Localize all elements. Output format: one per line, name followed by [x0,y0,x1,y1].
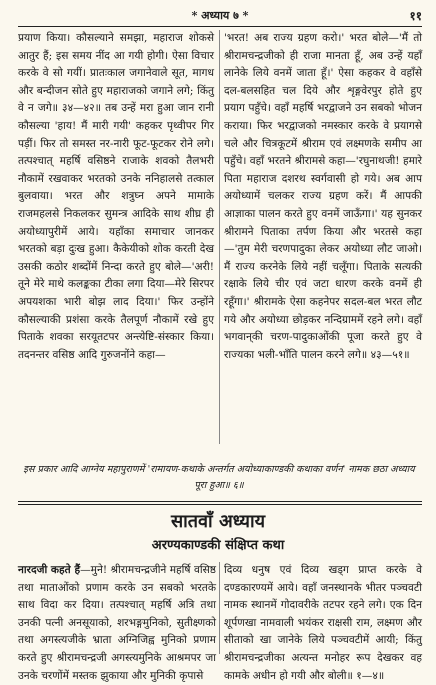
text-column-left-2 [18,562,216,685]
chapter-title: सातवाँ अध्याय [170,511,266,532]
page-header [18,6,422,28]
paragraph: 'भरत! अब राज्य ग्रहण करो।' भरत बोले—'मैं तो श्रीरामचन्द्रजीको ही राजा मानता हूँ, अब उन्हें यहाँ लानेके लिये वनमें जाता हूँ।' ऐसा कहकर वे वहाँसे दल-बलसहित चल दिये और शृङ्गवेरपुर होते हुए प्रयाग पहुँचे। वहाँ महर्षि भरद्वाजने उन सबको भोजन कराया। फिर भरद्वाजको नमस्कार करके वे प्रयागसे चले और चित्रकूटमें श्रीराम एवं लक्ष्मणके समीप आ पहुँचे। वहाँ भरतने श्रीरामसे कहा—'रघुनाथजी! हमारे पिता महाराज दशरथ स्वर्गवासी हो गये। अब आप अयोध्यामें चलकर राज्य ग्रहण करें। मैं आपकी आज्ञाका पालन करते हुए वनमें जाऊँगा।' यह सुनकर श्रीरामने पिताका तर्पण किया और भरतसे कहा—'तुम मेरी चरणपादुका लेकर अयोध्या लौट जाओ। मैं राज्य करनेके लिये नहीं चलूँगा। पिताके सत्यकी रक्षाके लिये चीर एवं जटा धारण करके वनमें ही रहूँगा।' श्रीरामके ऐसा कहनेपर सदल-बल भरत लौट गये और अयोध्या छोड़कर नन्दिग्राममें रहने लगे। वहाँ भगवान्‌की चरण-पादुकाओंकी पूजा करते हुए वे राज्यका भली-भाँति पालन करने लगे॥ ४३—५१॥ [224,32,422,361]
chapter-subtitle: अरण्यकाण्डकी संक्षिप्त कथा [151,538,285,553]
paragraph [18,562,216,685]
column-divider [219,562,220,654]
paragraph: दिव्य धनुष एवं दिव्य खड्ग प्राप्त करके वे दण्डकारण्यमें आये। वहाँ जनस्थानके भीतर पञ्चवटी नामक स्थानमें गोदावरीके तटपर रहने लगे। एक दिन शूर्पणखा नामवाली भयंकर राक्षसी राम, लक्ष्मण और सीताको खा जानेके लिये पञ्चवटीमें आयी; किंतु श्रीरामचन्द्रजीका अत्यन्त मनोहर रूप देखकर वह कामके अधीन हो गयी और बोली॥ १—४॥ [224,564,422,682]
running-title: * अध्याय ७ * [191,9,249,22]
paragraph: प्रयाण किया। कौसल्याने समझा, महाराज शोकसे आतुर हैं; इस समय नींद आ गयी होगी। ऐसा विचार करके वे सो गयीं। प्रातःकाल जगानेवाले सूत, मागध और बन्दीजन सोते हुए महाराजको जगाने लगे; किंतु वे न जगे॥ ३४—४२॥ तब उन्हें मरा हुआ जान रानी कौसल्या 'हाय! मैं मारी गयी' कहकर पृथ्वीपर गिर पड़ीं। फिर तो समस्त नर-नारी फूट-फूटकर रोने लगे। तत्पश्चात् महर्षि वसिष्ठने राजाके शवको तैलभरी नौकामें रखवाकर भरतको उनके ननिहालसे तत्काल बुलवाया। भरत और शत्रुघ्न अपने मामाके राजमहलसे निकलकर सुमन्त्र आदिके साथ शीघ्र ही अयोध्यापुरीमें आये। यहाँका समाचार जानकर भरतको बड़ा दुःख हुआ। कैकेयीको शोक करती देख उसकी कठोर शब्दोंमें निन्दा करते हुए बोले—'अरी! तूने मेरे माथे कलङ्कका टीका लगा दिया—मेरे सिरपर अपयशका भारी बोझ लाद दिया।' फिर उन्होंने कौसल्याकी प्रशंसा करके तैलपूर्ण नौकामें रखे हुए पिताके शवका सरयूतटपर अन्त्येष्टि-संस्कार किया। तदनन्तर वसिष्ठ आदि गुरुजनोंने कहा— [18,32,214,361]
text-column-left [18,30,214,364]
speaker-lead: नारदजी कहते हैं [18,564,81,576]
paragraph-text: —मुने! श्रीरामचन्द्रजीने महर्षि वसिष्ठ तथा माताओंको प्रणाम करके उन सबको भरतके साथ विदा कर दिया। तत्पश्चात् महर्षि अत्रि तथा उनकी पत्नी अनसूयाको, शरभङ्गमुनिको, सुतीक्ष्णको तथा अगस्त्यजीके भ्राता अग्निजिह्व मुनिको प्रणाम करते हुए श्रीरामचन्द्रजी अगस्त्यमुनिके आश्रमपर जा उनके चरणोंमें मस्तक झुकाया और मुनिकी कृपासे [18,564,216,682]
chapter-colophon: इस प्रकार आदि आग्नेय महापुराणमें 'रामायण-कथाके अन्तर्गत अयोध्याकाण्डकी कथाका वर्णन' नामक छठा अध्याय पूरा हुआ॥ ६॥ [23,464,415,491]
column-divider [219,30,220,444]
text-column-right [224,30,422,364]
header-rule [18,26,422,27]
section-rule [18,504,422,505]
text-column-right-2 [224,562,422,685]
section-rule [18,501,422,502]
page-number: ११ [409,9,422,23]
